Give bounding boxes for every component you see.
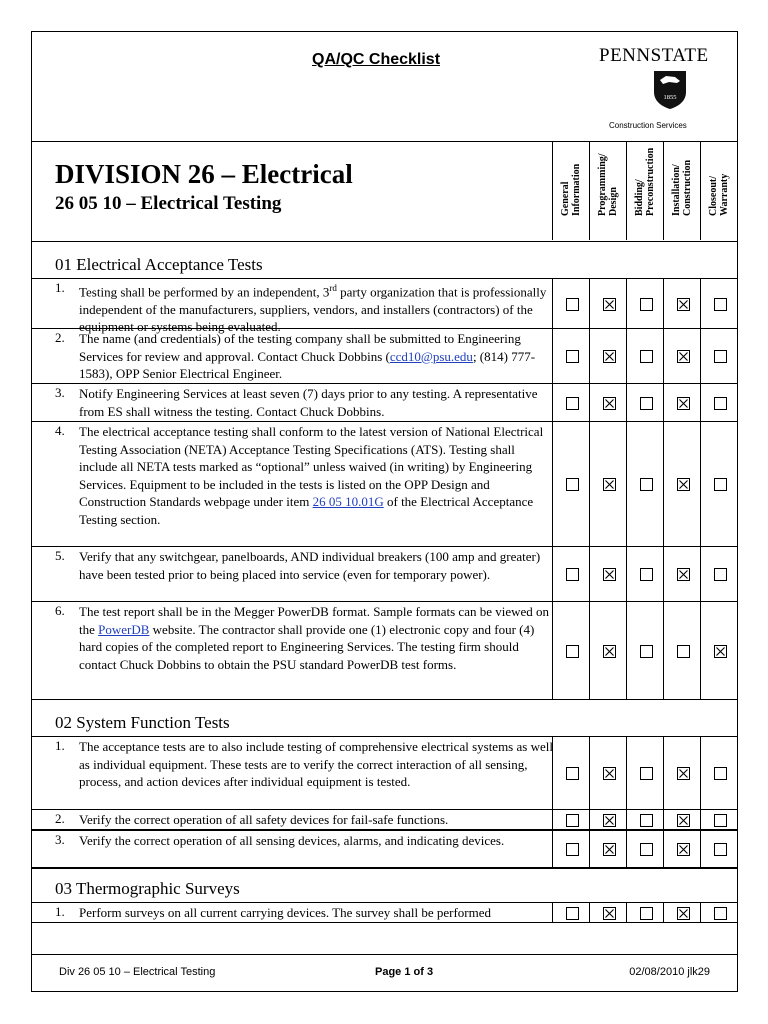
- checkbox-checked[interactable]: [677, 298, 690, 311]
- checkbox-cell: [589, 602, 627, 699]
- checklist-item: [32, 903, 737, 923]
- checkbox-checked[interactable]: [677, 767, 690, 780]
- footer-document-id: Div 26 05 10 – Electrical Testing: [59, 966, 216, 978]
- column-header-closeout-warranty: Closeout/ Warranty: [700, 141, 737, 240]
- checkbox-unchecked[interactable]: [640, 907, 653, 920]
- checked-mark-icon: [678, 479, 689, 490]
- checked-mark-icon: [678, 908, 689, 919]
- checked-mark-icon: [604, 569, 615, 580]
- logo-subtitle: Construction Services: [609, 121, 687, 130]
- section-label: 03 Thermographic Surveys: [55, 879, 240, 898]
- checkbox-cell: [589, 831, 627, 867]
- checkbox-cell: [663, 279, 701, 328]
- checkbox-cell: [663, 831, 701, 867]
- checkbox-cell: [663, 329, 701, 383]
- checkbox-cell: [663, 903, 701, 922]
- checkbox-cell: [552, 279, 590, 328]
- checked-mark-icon: [604, 646, 615, 657]
- item-text-part: Verify that any switchgear, panelboards, AND individual breakers (100 amp and greater) have been tested prior to being placed into service (even for temporary power).: [79, 549, 541, 582]
- checkbox-checked[interactable]: [677, 478, 690, 491]
- item-text-part: The name (and credentials) of the testing company shall be submitted to Engineering Services for review and approval. Contact Chuck Dobbins (: [79, 331, 521, 364]
- checkbox-cell: [552, 422, 590, 546]
- checkbox-checked[interactable]: [603, 478, 616, 491]
- checkbox-checked[interactable]: [603, 843, 616, 856]
- checkbox-cell: [589, 810, 627, 829]
- item-number: 2.: [55, 811, 65, 826]
- item-text-part: party organization that is professionally independent of the manufacturers, suppliers, vendors, and installers (contractors) of the equipment or systems being evaluated.: [79, 284, 547, 335]
- checklist-item: [32, 831, 737, 869]
- checkbox-unchecked[interactable]: [566, 397, 579, 410]
- checkbox-unchecked[interactable]: [566, 843, 579, 856]
- checkbox-cell: [626, 831, 664, 867]
- checkbox-checked[interactable]: [603, 907, 616, 920]
- checkbox-cell: [626, 737, 664, 809]
- item-text: [79, 330, 554, 383]
- item-text: [79, 811, 554, 829]
- footer-page-number: Page 1 of 3: [375, 966, 434, 978]
- checklist-item: [32, 547, 737, 602]
- checkbox-unchecked[interactable]: [640, 814, 653, 827]
- item-text-part: Verify the correct operation of all safety devices for fail-safe functions.: [79, 812, 449, 827]
- checkbox-cell: [626, 422, 664, 546]
- section-label: 01 Electrical Acceptance Tests: [55, 255, 263, 274]
- checkbox-checked[interactable]: [677, 907, 690, 920]
- checkbox-cell: [589, 279, 627, 328]
- checkbox-unchecked[interactable]: [714, 907, 727, 920]
- checkbox-cell: [700, 810, 738, 829]
- checkbox-cell: [552, 831, 590, 867]
- checkbox-checked[interactable]: [603, 298, 616, 311]
- checkbox-unchecked[interactable]: [714, 843, 727, 856]
- checkbox-cell: [700, 547, 738, 601]
- division-title: DIVISION 26 – Electrical: [55, 159, 353, 189]
- checkbox-unchecked[interactable]: [714, 350, 727, 363]
- checkbox-cell: [626, 329, 664, 383]
- checked-mark-icon: [604, 908, 615, 919]
- checkbox-cell: [700, 737, 738, 809]
- checked-mark-icon: [604, 844, 615, 855]
- item-number: 5.: [55, 548, 65, 563]
- checkbox-cell: [663, 810, 701, 829]
- checked-mark-icon: [678, 299, 689, 310]
- item-number: 1.: [55, 738, 65, 753]
- column-header-bidding-preconstruction: Bidding/ Preconstruction: [626, 141, 663, 240]
- item-text-part: website. The contractor shall provide one (1) electronic copy and four (4) hard copies of the completed report to Engineering Services. The testing firm should contact Chuck Dobbins to obtain the PSU standard PowerDB test forms.: [79, 621, 535, 672]
- page-title: QA/QC Checklist: [312, 51, 441, 68]
- checked-mark-icon: [678, 844, 689, 855]
- column-header-programming-design: Programming/ Design: [589, 141, 626, 240]
- checkbox-cell: [589, 384, 627, 421]
- footer-revision-date: 02/08/2010 jlk29: [629, 966, 710, 978]
- item-link[interactable]: PowerDB: [98, 621, 150, 637]
- checklist-item: [32, 737, 737, 810]
- checklist-item: [32, 422, 737, 547]
- section-header: [32, 869, 737, 903]
- checkbox-unchecked[interactable]: [714, 397, 727, 410]
- checkbox-unchecked[interactable]: [566, 568, 579, 581]
- item-text-part: Verify the correct operation of all sensing devices, alarms, and indicating devices.: [79, 833, 505, 848]
- checkbox-unchecked[interactable]: [566, 907, 579, 920]
- checkbox-cell: [626, 810, 664, 829]
- nittany-lion-shield-icon: [653, 70, 687, 110]
- item-number: 2.: [55, 330, 65, 345]
- checkbox-cell: [700, 422, 738, 546]
- checkbox-cell: [552, 737, 590, 809]
- item-number: 6.: [55, 603, 65, 618]
- checkbox-unchecked[interactable]: [714, 814, 727, 827]
- checklist-page: [31, 31, 738, 992]
- item-link[interactable]: ccd10@psu.edu: [389, 348, 473, 364]
- checkbox-checked[interactable]: [677, 843, 690, 856]
- item-text: [79, 423, 554, 528]
- checkbox-checked[interactable]: [603, 568, 616, 581]
- checkbox-checked[interactable]: [677, 397, 690, 410]
- checked-mark-icon: [678, 351, 689, 362]
- checked-mark-icon: [604, 815, 615, 826]
- checked-mark-icon: [604, 768, 615, 779]
- item-text-part: Perform surveys on all current carrying devices. The survey shall be performed: [79, 905, 492, 920]
- checkbox-checked[interactable]: [677, 350, 690, 363]
- item-link[interactable]: 26 05 10.01G: [312, 494, 384, 509]
- checked-mark-icon: [678, 815, 689, 826]
- checkbox-unchecked[interactable]: [566, 814, 579, 827]
- item-text-part: Testing shall be performed by an independent, 3: [79, 284, 330, 300]
- checkbox-unchecked[interactable]: [677, 645, 690, 658]
- item-text-part: The test report shall be in the Megger PowerDB format. Sample formats can be viewed on the: [79, 604, 550, 637]
- checkbox-unchecked[interactable]: [714, 767, 727, 780]
- section-header: [32, 241, 737, 279]
- checkbox-unchecked[interactable]: [566, 350, 579, 363]
- item-text: [79, 385, 554, 420]
- checkbox-cell: [589, 547, 627, 601]
- item-number: 1.: [55, 904, 65, 919]
- item-number: 3.: [55, 385, 65, 400]
- checkbox-cell: [663, 547, 701, 601]
- checkbox-cell: [663, 737, 701, 809]
- checkbox-checked[interactable]: [603, 645, 616, 658]
- column-header-general-information: General Information: [552, 141, 589, 240]
- checkbox-cell: [552, 329, 590, 383]
- item-number: 1.: [55, 280, 65, 295]
- checkbox-cell: [700, 903, 738, 922]
- checkbox-cell: [552, 810, 590, 829]
- division-subtitle: 26 05 10 – Electrical Testing: [55, 193, 282, 214]
- checked-mark-icon: [678, 768, 689, 779]
- checkbox-unchecked[interactable]: [714, 478, 727, 491]
- checked-mark-icon: [604, 479, 615, 490]
- checkbox-cell: [626, 602, 664, 699]
- checked-mark-icon: [678, 569, 689, 580]
- checkbox-cell: [700, 329, 738, 383]
- checkbox-unchecked[interactable]: [640, 397, 653, 410]
- checkbox-cell: [589, 903, 627, 922]
- checkbox-cell: [626, 903, 664, 922]
- checkbox-checked[interactable]: [603, 814, 616, 827]
- checkbox-unchecked[interactable]: [714, 298, 727, 311]
- item-text-part: ; (814) 777-1583), OPP Senior Electrical Engineer.: [79, 348, 536, 381]
- item-text: [79, 548, 554, 583]
- item-text-part: of the Electrical Acceptance Testing section.: [79, 494, 534, 527]
- checkbox-unchecked[interactable]: [640, 568, 653, 581]
- item-text-part: Notify Engineering Services at least seven (7) days prior to any testing. A representative from ES shall witness the testing. Contact Chuck Dobbins.: [79, 386, 538, 419]
- section-label: 02 System Function Tests: [55, 713, 230, 732]
- checkbox-cell: [700, 602, 738, 699]
- checkbox-cell: [552, 384, 590, 421]
- item-text: [79, 738, 554, 791]
- checkbox-unchecked[interactable]: [566, 478, 579, 491]
- checked-mark-icon: [604, 398, 615, 409]
- pennstate-logo-text: PENNSTATE: [599, 45, 709, 66]
- checkbox-cell: [663, 384, 701, 421]
- checkbox-unchecked[interactable]: [640, 645, 653, 658]
- checkbox-unchecked[interactable]: [566, 645, 579, 658]
- checkbox-checked[interactable]: [603, 397, 616, 410]
- checkbox-checked[interactable]: [603, 350, 616, 363]
- checkbox-unchecked[interactable]: [640, 350, 653, 363]
- checkbox-checked[interactable]: [603, 767, 616, 780]
- checked-mark-icon: [678, 398, 689, 409]
- item-text-part: The electrical acceptance testing shall conform to the latest version of National Electrical Testing Association (NETA) Acceptance Testing Specifications (ATS). Testing shall include all NETA tests marked as “optional” unless waived (in writing) by Engineering Services. Equipment to be included in the tests is listed on the OPP Design and Construction Standards webpage under item: [79, 424, 544, 509]
- checklist-item: [32, 384, 737, 422]
- item-text-part: The acceptance tests are to also include testing of comprehensive electrical systems as well as individual equipment. These tests are to verify the correct interaction of all sensing, process, and action devices after individual equipment is tested.: [79, 739, 553, 789]
- footer-divider: [32, 954, 737, 955]
- item-text: [79, 280, 554, 336]
- division-heading-block: [32, 141, 737, 242]
- checklist-item: [32, 810, 737, 831]
- checkbox-unchecked[interactable]: [640, 767, 653, 780]
- column-header-installation-construction: Installation/ Construction: [663, 141, 700, 240]
- ordinal-superscript: rd: [329, 283, 337, 293]
- checkbox-cell: [700, 384, 738, 421]
- checked-mark-icon: [604, 351, 615, 362]
- checked-mark-icon: [604, 299, 615, 310]
- item-number: 3.: [55, 832, 65, 847]
- checklist-item: [32, 602, 737, 700]
- checkbox-checked[interactable]: [714, 645, 727, 658]
- checkbox-cell: [663, 422, 701, 546]
- checkbox-cell: [589, 737, 627, 809]
- checkbox-cell: [700, 279, 738, 328]
- checkbox-unchecked[interactable]: [640, 478, 653, 491]
- logo-year: 1855: [663, 94, 677, 101]
- checkbox-unchecked[interactable]: [566, 767, 579, 780]
- checkbox-cell: [663, 602, 701, 699]
- checkbox-unchecked[interactable]: [714, 568, 727, 581]
- item-text: [79, 603, 554, 673]
- item-number: 4.: [55, 423, 65, 438]
- checkbox-unchecked[interactable]: [640, 843, 653, 856]
- checklist-item: [32, 329, 737, 384]
- checkbox-cell: [552, 547, 590, 601]
- checkbox-unchecked[interactable]: [640, 298, 653, 311]
- checkbox-cell: [552, 903, 590, 922]
- checkbox-unchecked[interactable]: [566, 298, 579, 311]
- checkbox-checked[interactable]: [677, 568, 690, 581]
- section-header: [32, 700, 737, 737]
- checkbox-cell: [700, 831, 738, 867]
- checklist-item: [32, 279, 737, 335]
- checkbox-cell: [626, 384, 664, 421]
- checkbox-cell: [589, 329, 627, 383]
- item-text: [79, 904, 554, 922]
- item-text: [79, 832, 554, 850]
- checkbox-cell: [552, 602, 590, 699]
- checkbox-checked[interactable]: [677, 814, 690, 827]
- checked-mark-icon: [715, 646, 726, 657]
- checkbox-cell: [626, 279, 664, 328]
- checkbox-cell: [626, 547, 664, 601]
- document-header: [32, 32, 737, 142]
- checkbox-cell: [589, 422, 627, 546]
